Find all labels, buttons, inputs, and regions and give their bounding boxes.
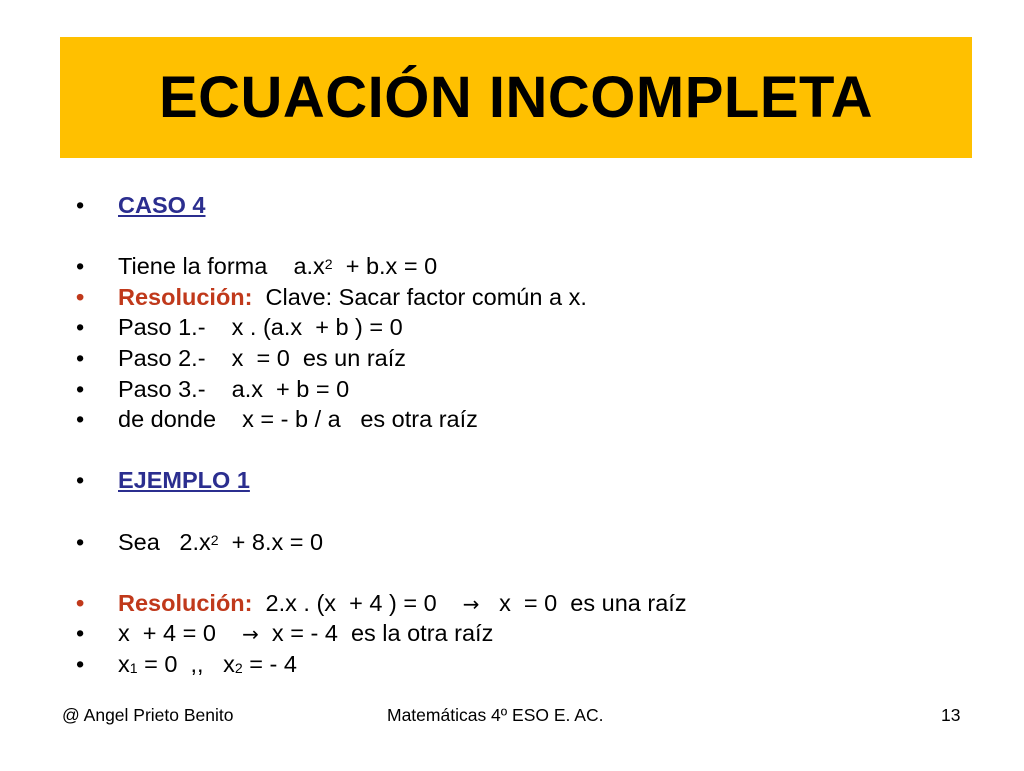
case-heading: CASO 4 xyxy=(118,192,206,218)
bullet-icon: • xyxy=(76,375,85,402)
example-heading: EJEMPLO 1 xyxy=(118,467,250,494)
bullet-list xyxy=(76,190,976,680)
list-item-paso1 xyxy=(76,312,976,343)
example-equation: Sea $2.x^2 + 8.x = 0$ xyxy=(118,528,324,555)
list-item-sea xyxy=(76,527,976,558)
bullet-icon: • xyxy=(76,528,85,555)
other-root-text: de donde x = - b / a es otra raíz xyxy=(118,406,478,433)
slide-title: ECUACIÓN INCOMPLETA xyxy=(158,65,874,130)
right-arrow-icon: → xyxy=(462,591,480,616)
list-item-resolucion-2 xyxy=(76,588,976,619)
blank-line xyxy=(76,435,976,466)
list-item-paso2 xyxy=(76,343,976,374)
footer-page-number: 13 xyxy=(941,705,961,725)
blank-line xyxy=(76,557,976,588)
footer-author: @ Angel Prieto Benito xyxy=(62,705,234,725)
resolution-label: Resolución: xyxy=(118,589,253,616)
bullet-icon: • xyxy=(76,253,85,280)
list-item-solutions xyxy=(76,649,976,680)
bullet-icon: • xyxy=(76,406,85,433)
list-item-caso xyxy=(76,190,976,221)
bullet-icon: • xyxy=(76,344,85,371)
resolution-text: Resolución: Clave: Sacar factor común a x. xyxy=(118,283,587,310)
list-item-donde xyxy=(76,404,976,435)
bullet-icon: • xyxy=(76,650,85,677)
bullet-icon: • xyxy=(76,620,85,647)
form-text: Tiene la forma $a.x^2 + b.x = 0$ xyxy=(118,253,438,280)
list-item-x4 xyxy=(76,618,976,649)
blank-line xyxy=(76,221,976,252)
step-1-text: Paso 1.- x . (a.x + b ) = 0 xyxy=(118,314,403,341)
title-banner xyxy=(60,37,972,158)
resolution-label: Resolución: xyxy=(118,283,253,310)
bullet-icon: • xyxy=(76,589,85,616)
list-item-resolucion xyxy=(76,282,976,313)
right-arrow-icon: → xyxy=(242,622,259,647)
footer-course: Matemáticas 4º ESO E. AC. xyxy=(387,705,604,725)
bullet-icon: • xyxy=(76,467,85,494)
list-item-ejemplo xyxy=(76,465,976,496)
step-3-text: Paso 3.- a.x + b = 0 xyxy=(118,375,350,402)
example-resolution: Resolución: 2.x . (x + 4 ) = 0 → x = 0 es una raíz xyxy=(118,589,687,616)
step-2-text: Paso 2.- x = 0 es un raíz xyxy=(118,344,407,371)
solutions-text: $x_1 = 0$ ,, $x_2$ = - 4 xyxy=(118,650,297,677)
second-root-text: x + 4 = 0 → x = - 4 es la otra raíz xyxy=(118,620,494,647)
bullet-icon: • xyxy=(76,314,85,341)
bullet-icon: • xyxy=(76,192,85,218)
list-item-paso3 xyxy=(76,374,976,405)
blank-line xyxy=(76,496,976,527)
bullet-icon: • xyxy=(76,283,85,310)
list-item-forma xyxy=(76,251,976,282)
